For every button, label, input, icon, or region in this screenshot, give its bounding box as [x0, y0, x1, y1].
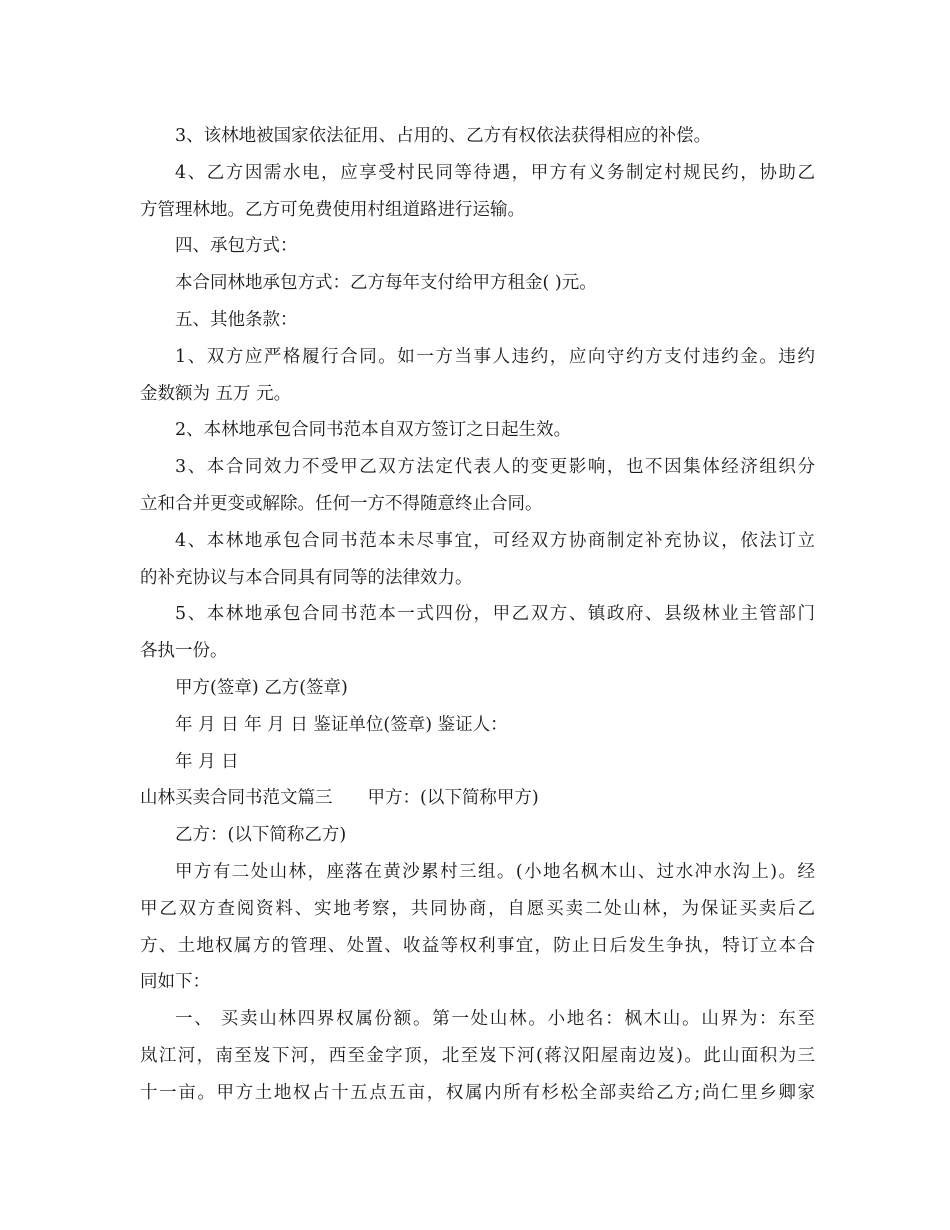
text-line: 甲乙双方查阅资料、实地考察，共同协商，自愿买卖二处山林，为保证买卖后乙	[140, 898, 815, 919]
text-line: 1、双方应严格履行合同。如一方当事人违约，应向守约方支付违约金。违约	[175, 346, 815, 367]
text-line: 甲方有二处山林，座落在黄沙累村三组。(小地名枫木山、过水冲水沟上)。经	[175, 861, 815, 882]
text-line: 4、乙方因需水电，应享受村民同等待遇，甲方有义务制定村规民约，协助乙	[175, 162, 815, 183]
text-line: 五、其他条款：	[175, 309, 298, 330]
text-line: 5、本林地承包合同书范本一式四份，甲乙双方、镇政府、县级林业主管部门	[175, 604, 815, 625]
text-line: 年 月 日 年 月 日 鉴证单位(签章) 鉴证人：	[175, 714, 508, 735]
text-line: 同如下：	[140, 972, 210, 993]
text-line: 金数额为 五万 元。	[140, 383, 292, 404]
text-line: 的补充协议与本合同具有同等的法律效力。	[140, 567, 473, 588]
text-line: 四、承包方式：	[175, 236, 298, 257]
text-line: 立和合并更变或解除。任何一方不得随意终止合同。	[140, 493, 543, 514]
text-line: 4、本林地承包合同书范本未尽事宜，可经双方协商制定补充协议，依法订立	[175, 530, 815, 551]
text-line: 十一亩。甲方土地权占十五点五亩，权属内所有杉松全部卖给乙方;尚仁里乡卿家	[140, 1082, 815, 1103]
text-line: 山林买卖合同书范文篇三 甲方：(以下简称甲方)	[140, 788, 539, 809]
text-line: 一、 买卖山林四界权属份额。第一处山林。小地名：枫木山。山界为：东至	[175, 1009, 815, 1030]
text-line: 方管理林地。乙方可免费使用村组道路进行运输。	[140, 199, 525, 220]
text-line: 3、该林地被国家依法征用、占用的、乙方有权依法获得相应的补偿。	[175, 126, 712, 146]
text-line: 3、本合同效力不受甲乙双方法定代表人的变更影响，也不因集体经济组织分	[175, 457, 815, 478]
document-body	[140, 118, 815, 1112]
text-line: 本合同林地承包方式：乙方每年支付给甲方租金( )元。	[175, 273, 597, 294]
text-line: 甲方(签章) 乙方(签章)	[175, 677, 348, 698]
text-line: 乙方：(以下简称乙方)	[175, 825, 347, 846]
text-line: 2、本林地承包合同书范本自双方签订之日起生效。	[175, 420, 572, 441]
text-line: 年 月 日	[175, 751, 239, 772]
text-line: 方、土地权属方的管理、处置、收益等权利事宜，防止日后发生争执，特订立本合	[140, 935, 815, 956]
text-line: 各执一份。	[140, 641, 228, 662]
text-line: 岚江河，南至岌下河，西至金字顶，北至岌下河(蒋汉阳屋南边岌)。此山面积为三	[140, 1045, 815, 1066]
